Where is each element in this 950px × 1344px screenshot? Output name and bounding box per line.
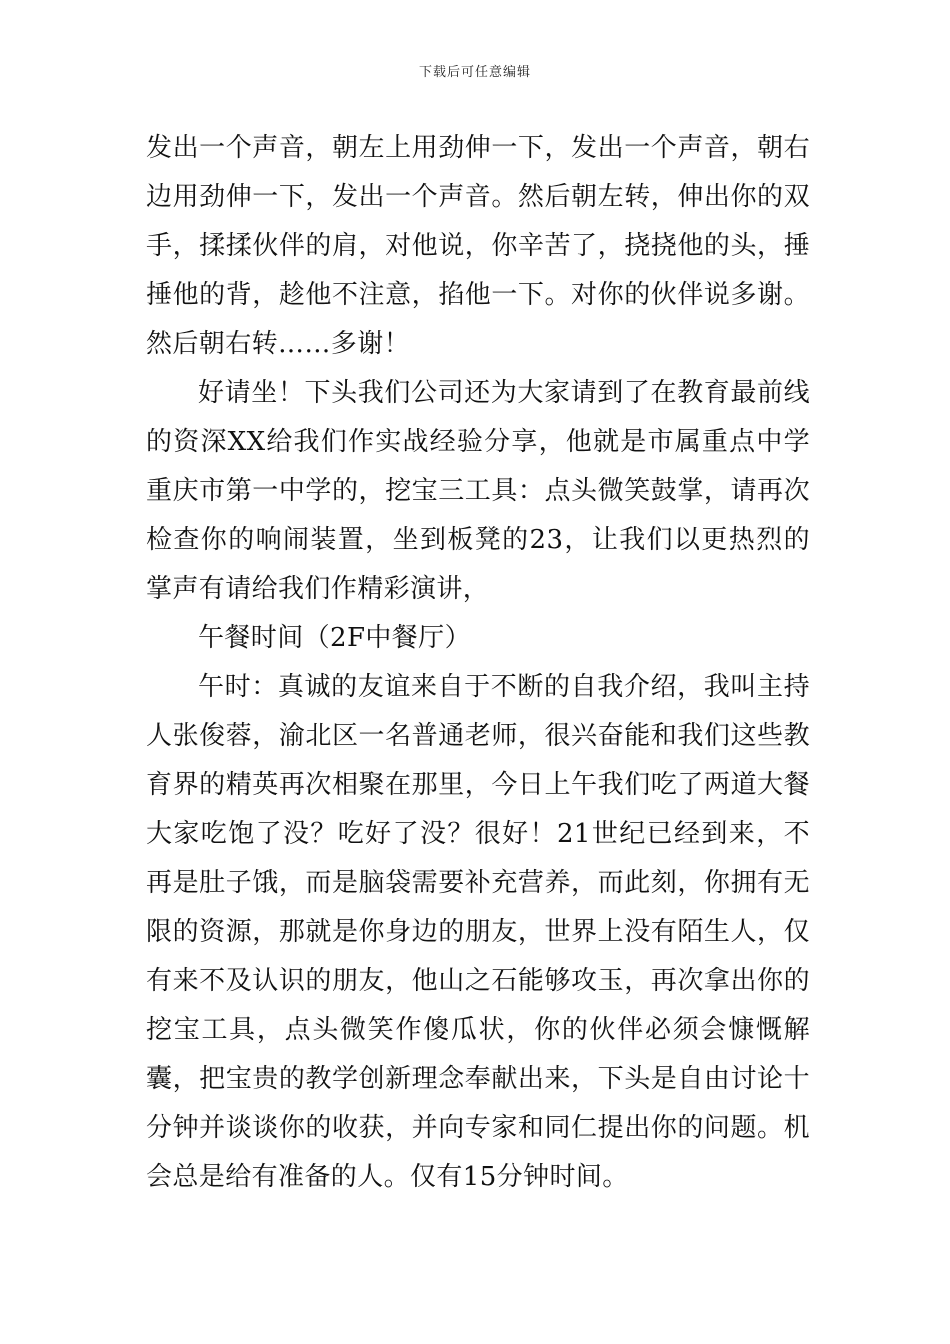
paragraph-guest-introduction: 好请坐！下头我们公司还为大家请到了在教育最前线的资深XX给我们作实战经验分享，他就是市属重点中学重庆市第一中学的，挖宝三工具：点头微笑鼓掌，请再次检查你的响闹装置，坐到板凳的23，让我们以更热烈的掌声有请给我们作精彩演讲， — [146, 378, 810, 604]
paragraph-continued: 发出一个声音，朝左上用劲伸一下，发出一个声音，朝右边用劲伸一下，发出一个声音。然后朝左转，伸出你的双手，揉揉伙伴的肩，对他说，你辛苦了，挠挠他的头，捶捶他的背，趁他不注意，掐他一下。对你的伙伴说多谢。然后朝右转……多谢！ — [146, 133, 810, 359]
paragraph-lunch-heading: 午餐时间（2F中餐厅） — [198, 623, 471, 653]
paragraph-noon-session: 午时：真诚的友谊来自于不断的自我介绍，我叫主持人张俊蓉，渝北区一名普通老师，很兴奋能和我们这些教育界的精英再次相聚在那里，今日上午我们吃了两道大餐大家吃饱了没？吃好了没？很好！21世纪已经到来，不再是肚子饿，而是脑袋需要补充营养，而此刻，你拥有无限的资源，那就是你身边的朋友，世界上没有陌生人，仅有来不及认识的朋友，他山之石能够攻玉，再次拿出你的挖宝工具，点头微笑作傻瓜状，你的伙伴必须会慷慨解囊，把宝贵的教学创新理念奉献出来，下头是自由讨论十分钟并谈谈你的收获，并向专家和同仁提出你的问题。机会总是给有准备的人。仅有15分钟时间。 — [146, 672, 810, 1192]
document-body — [146, 124, 810, 1202]
page-header: 下载后可任意编辑 — [418, 65, 531, 80]
